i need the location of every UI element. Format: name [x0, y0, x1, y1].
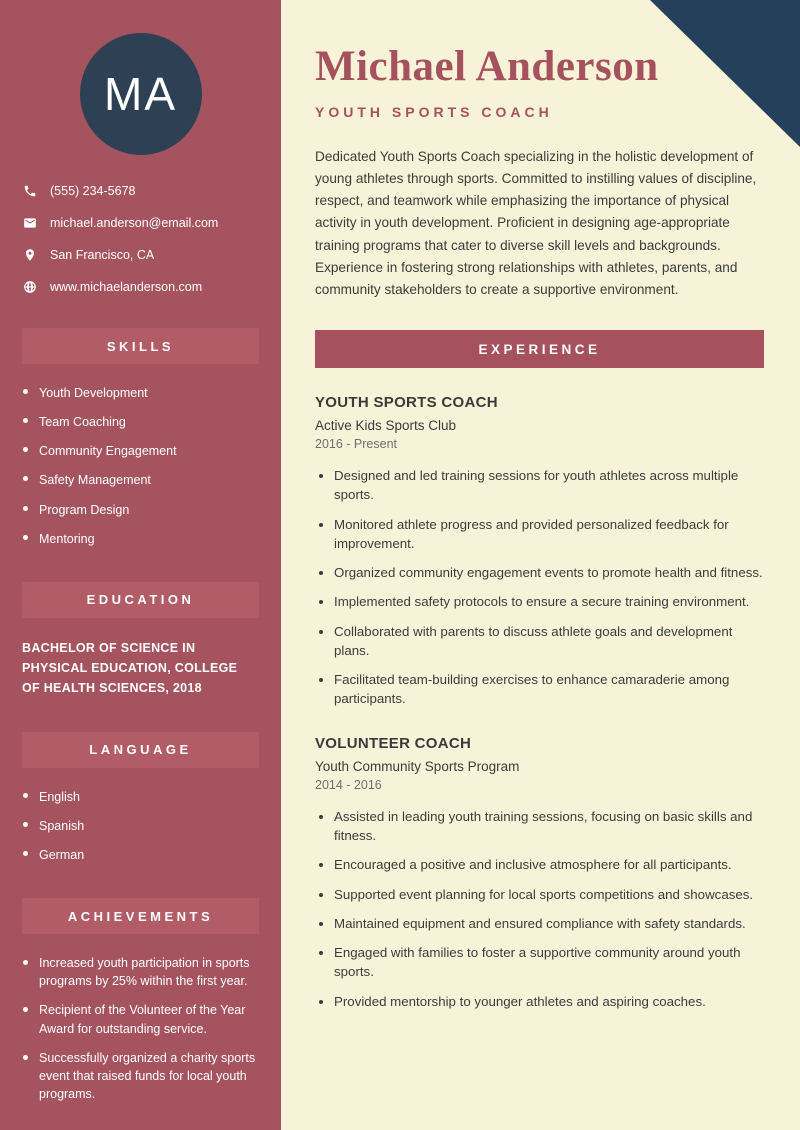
language-title: LANGUAGE	[89, 742, 192, 758]
language-item: Spanish	[22, 817, 263, 835]
education-title: EDUCATION	[86, 592, 195, 608]
contact-item-location	[22, 247, 263, 262]
language-item: German	[22, 846, 263, 864]
achievements-section-header	[22, 898, 259, 934]
phone-icon	[22, 183, 37, 198]
email-icon	[22, 215, 37, 230]
sidebar	[0, 0, 281, 1130]
contact-item-phone	[22, 183, 263, 198]
job-bullet-list	[315, 807, 764, 1011]
job-bullet: • Organized community engagement events to promote health and fitness.	[334, 563, 764, 582]
education-text: BACHELOR OF SCIENCE IN PHYSICAL EDUCATION, COLLEGE OF HEALTH SCIENCES, 2018	[22, 640, 238, 695]
language-list	[0, 788, 281, 864]
job-bullet-list	[315, 466, 764, 709]
skill-item: Mentoring	[22, 530, 263, 548]
role-subheading: YOUTH SPORTS COACH	[315, 104, 553, 120]
skills-section-header	[22, 328, 259, 364]
job-title: YOUTH SPORTS COACH	[315, 394, 498, 412]
job-entry-2	[315, 735, 764, 1011]
experience-title: EXPERIENCE	[478, 341, 601, 357]
job-title: VOLUNTEER COACH	[315, 734, 472, 752]
skills-title: SKILLS	[106, 338, 175, 354]
job-bullet: • Facilitated team-building exercises to enhance camaraderie among participants.	[334, 670, 764, 709]
job-entry-1	[315, 394, 764, 709]
job-bullet: • Assisted in leading youth training sessions, focusing on basic skills and fitness.	[334, 807, 764, 846]
job-bullet: • Encouraged a positive and inclusive atmosphere for all participants.	[334, 855, 764, 874]
job-bullet: • Collaborated with parents to discuss athlete goals and development plans.	[334, 622, 764, 661]
job-dates: 2014 - 2016	[315, 777, 382, 792]
contact-phone-text: (555) 234-5678	[50, 183, 136, 198]
contact-location-text: San Francisco, CA	[50, 247, 155, 262]
job-bullet: • Maintained equipment and ensured compliance with safety standards.	[334, 914, 764, 933]
achievements-list	[0, 954, 281, 1103]
job-dates: 2016 - Present	[315, 437, 397, 452]
job-company: Youth Community Sports Program	[315, 758, 520, 774]
job-company: Active Kids Sports Club	[315, 418, 457, 434]
achievements-title: ACHIEVEMENTS	[67, 908, 214, 924]
contact-email-text: michael.anderson@email.com	[50, 215, 219, 230]
main-content	[281, 0, 800, 1130]
job-bullet: • Supported event planning for local sports competitions and showcases.	[334, 885, 764, 904]
achievement-item: Successfully organized a charity sports event that raised funds for local youth programs.	[22, 1049, 263, 1103]
summary-paragraph: Dedicated Youth Sports Coach specializing in the holistic development of young athletes through sports. Committed to instilling values of discipline, respect, and teamwork while emphasizing the importance of physical activity in youth development. Proficient in designing age-appropriate training programs that cater to diverse skill levels and backgrounds. Experience in fostering strong relationships with athletes, parents, and community stakeholders to create a supportive environment.	[315, 149, 757, 297]
contact-item-website	[22, 279, 263, 294]
experience-section-header	[315, 330, 764, 368]
language-item: English	[22, 788, 263, 806]
location-icon	[22, 247, 37, 262]
skill-item: Community Engagement	[22, 442, 263, 460]
language-section-header	[22, 732, 259, 768]
achievement-item: Recipient of the Volunteer of the Year Award for outstanding service.	[22, 1001, 263, 1037]
avatar	[80, 33, 202, 155]
skill-item: Safety Management	[22, 471, 263, 489]
contact-list	[0, 183, 281, 294]
contact-website-text: www.michaelanderson.com	[50, 279, 203, 294]
contact-item-email	[22, 215, 263, 230]
job-bullet: • Designed and led training sessions for youth athletes across multiple sports.	[334, 466, 764, 505]
achievement-item: Increased youth participation in sports programs by 25% within the first year.	[22, 954, 263, 990]
avatar-initials: MA	[104, 68, 177, 120]
skill-item: Youth Development	[22, 384, 263, 402]
skill-item: Team Coaching	[22, 413, 263, 431]
job-bullet: • Implemented safety protocols to ensure a secure training environment.	[334, 592, 764, 611]
education-section-header	[22, 582, 259, 618]
job-bullet: • Provided mentorship to younger athletes and aspiring coaches.	[334, 992, 764, 1011]
job-bullet: • Engaged with families to foster a supportive community around youth sports.	[334, 943, 764, 982]
skills-list	[0, 384, 281, 548]
skill-item: Program Design	[22, 501, 263, 519]
globe-icon	[22, 279, 37, 294]
job-bullet: • Monitored athlete progress and provided personalized feedback for improvement.	[334, 515, 764, 554]
name-heading: Michael Anderson	[315, 43, 659, 90]
